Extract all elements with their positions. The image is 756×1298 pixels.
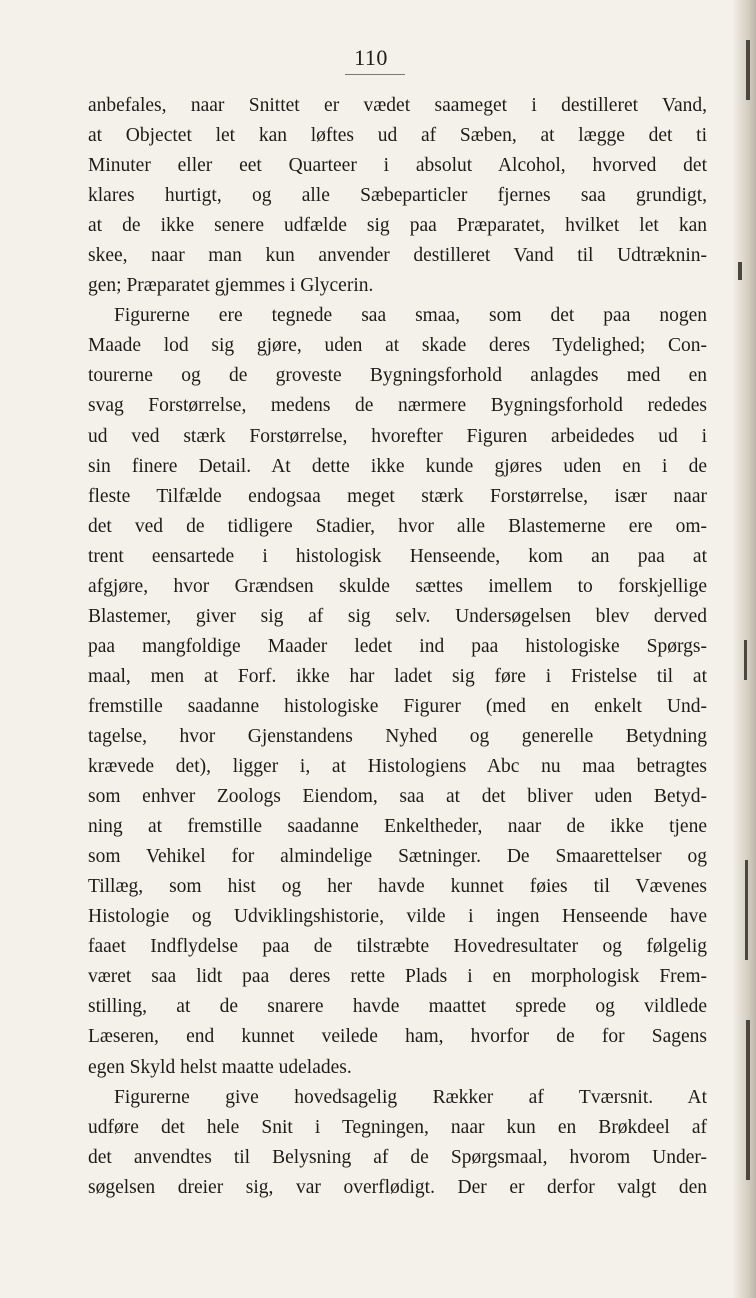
text-line: Maade lod sig gjøre, uden at skade deres Tydelighed; Con- (88, 335, 707, 357)
text-line: fleste Tilfælde endogsaa meget stærk Forstørrelse, især naar (88, 485, 707, 507)
page-edge-shadow (732, 0, 756, 1298)
text-line: fremstille saadanne histologiske Figurer (med en enkelt Und- (88, 695, 707, 717)
text-line: anbefales, naar Snittet er vædet saameget i destilleret Vand, (88, 95, 707, 116)
text-line: klares hurtigt, og alle Sæbeparticler fjernes saa grundigt, (88, 185, 707, 207)
edge-mark (745, 860, 748, 960)
text-line: paa mangfoldige Maader ledet ind paa histologiske Spørgs- (88, 635, 707, 657)
text-line: Tillæg, som hist og her havde kunnet føies til Vævenes (88, 876, 707, 898)
text-line: at Objectet let kan løftes ud af Sæben, at lægge det ti (88, 125, 707, 147)
text-line: været saa lidt paa deres rette Plads i en morphologisk Frem- (88, 966, 707, 988)
text-line: ud ved stærk Forstørrelse, hvorefter Figuren arbeidedes ud i (88, 425, 707, 447)
page-number-underline (345, 74, 405, 75)
text-line: Minuter eller eet Quarteer i absolut Alcohol, hvorved det (88, 155, 707, 177)
text-line: egen Skyld helst maatte udelades. (88, 1056, 352, 1078)
text-line: som enhver Zoologs Eiendom, saa at det bliver uden Betyd- (88, 786, 707, 808)
edge-mark (746, 1020, 750, 1180)
text-line: skee, naar man kun anvender destilleret Vand til Udtræknin- (88, 245, 707, 267)
text-line: det ved de tidligere Stadier, hvor alle Blastemerne ere om- (88, 515, 707, 537)
edge-mark (744, 640, 747, 680)
text-line: Figurerne ere tegnede saa smaa, som det paa nogen (114, 305, 707, 327)
text-line: ning at fremstille saadanne Enkeltheder, naar de ikke tjene (88, 816, 707, 838)
page-number: 110 (354, 45, 388, 70)
body-text (88, 91, 707, 1203)
text-line: Histologie og Udviklingshistorie, vilde i ingen Henseende have (88, 906, 707, 928)
text-line: trent eensartede i histologisk Henseende, kom an paa at (88, 545, 707, 567)
text-line: som Vehikel for almindelige Sætninger. De Smaarettelser og (88, 846, 707, 868)
text-line: krævede det), ligger i, at Histologiens Abc nu maa betragtes (88, 756, 707, 778)
text-line: sin finere Detail. At dette ikke kunde gjøres uden en i de (88, 455, 707, 477)
text-line: svag Forstørrelse, medens de nærmere Bygningsforhold rededes (88, 395, 707, 417)
text-line: det anvendtes til Belysning af de Spørgsmaal, hvorom Under- (88, 1146, 707, 1168)
text-line: tagelse, hvor Gjenstandens Nyhed og generelle Betydning (88, 725, 707, 747)
text-line: Blastemer, giver sig af sig selv. Undersøgelsen blev derved (88, 605, 707, 627)
text-line: gen; Præparatet gjemmes i Glycerin. (88, 275, 374, 297)
text-line: stilling, at de snarere havde maattet sprede og vildlede (88, 996, 707, 1018)
text-line: udføre det hele Snit i Tegningen, naar kun en Brøkdeel af (88, 1116, 707, 1138)
text-line: Figurerne give hovedsagelig Rækker af Tværsnit. At (114, 1086, 707, 1108)
text-line: søgelsen dreier sig, var overflødigt. Der er derfor valgt den (88, 1176, 707, 1198)
edge-mark (746, 40, 750, 100)
text-line: tourerne og de groveste Bygningsforhold anlagdes med en (88, 365, 707, 387)
text-line: afgjøre, hvor Grændsen skulde sættes imellem to forskjellige (88, 575, 707, 597)
edge-mark (738, 262, 742, 280)
text-line: at de ikke senere udfælde sig paa Præparatet, hvilket let kan (88, 215, 707, 237)
text-line: faaet Indflydelse paa de tilstræbte Hovedresultater og følgelig (88, 936, 707, 958)
text-line: Læseren, end kunnet veilede ham, hvorfor de for Sagens (88, 1026, 707, 1048)
text-line: maal, men at Forf. ikke har ladet sig føre i Fristelse til at (88, 665, 707, 687)
